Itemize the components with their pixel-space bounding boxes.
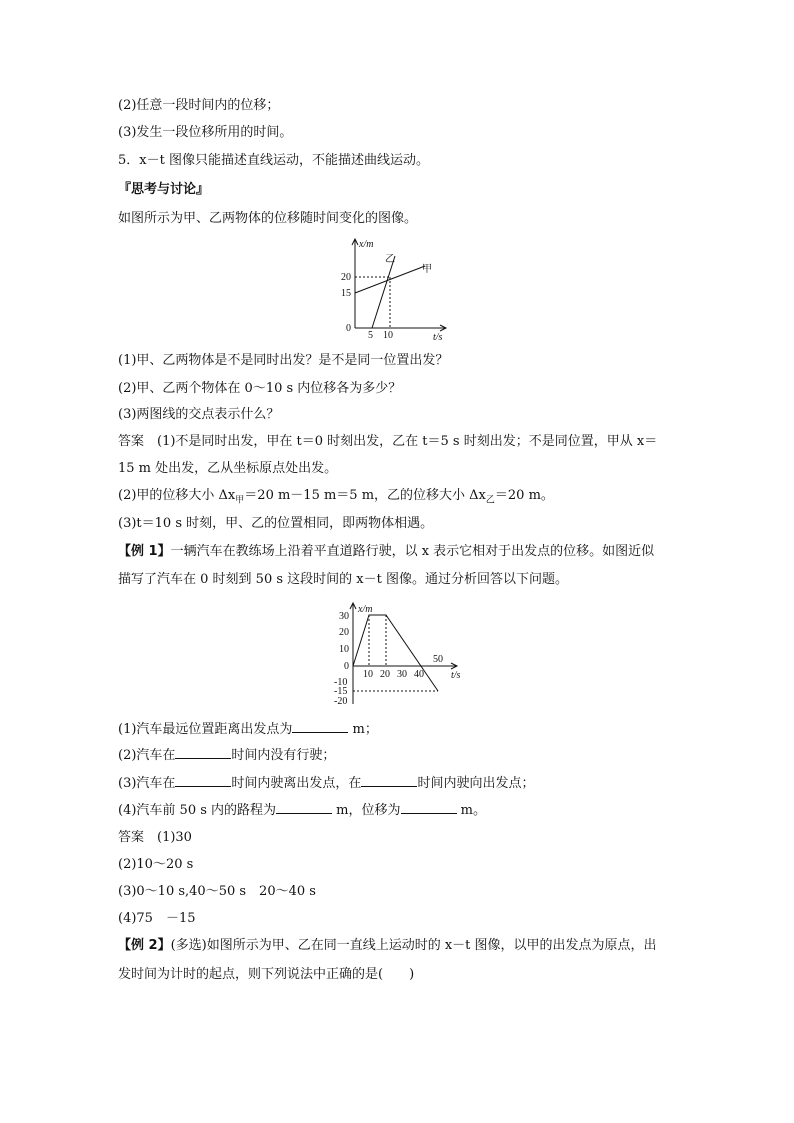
graph1-label-yi: 乙 — [385, 254, 395, 265]
think-intro: 如图所示为甲、乙两物体的位移随时间变化的图像。 — [118, 211, 418, 226]
graph2-ytick-0: 0 — [344, 661, 349, 672]
ex1-q4-blank-1[interactable] — [276, 801, 332, 814]
think-a2-sub2: 乙 — [485, 495, 495, 506]
graph1-label-jia: 甲 — [422, 264, 432, 275]
ex1-q1-post: m； — [348, 722, 378, 737]
ex2-text-1: (多选)如图所示为甲、乙在同一直线上运动时的 x－t 图像，以甲的出发点为原点，出 — [170, 938, 657, 953]
graph2-ytick-m10: -10 — [334, 677, 348, 688]
ex1-answer-3: (3)0～10 s,40～50 s 20～40 s — [118, 884, 316, 899]
ex1-answer-1: 答案 (1)30 — [118, 830, 192, 845]
think-a2-pre: (2)甲的位移大小 Δx — [118, 488, 236, 503]
graph2-xtick-10: 10 — [363, 669, 373, 680]
graph2-xlabel: t/s — [451, 670, 461, 681]
graph2-xtick-30: 30 — [397, 669, 407, 680]
think-q1: (1)甲、乙两物体是不是同时出发？是不是同一位置出发？ — [118, 353, 449, 368]
graph-1 — [335, 236, 465, 344]
graph2-ytick-m15: -15 — [334, 686, 348, 697]
think-a3: (3)t＝10 s 时刻，甲、乙的位置相同，即两物体相遇。 — [118, 516, 434, 531]
graph-2 — [323, 600, 473, 710]
ex1-q4-post: m。 — [456, 803, 486, 818]
graph1-line-yi — [372, 256, 395, 328]
graph1-xtick-10: 10 — [383, 330, 393, 341]
think-q2: (2)甲、乙两个物体在 0～10 s 内位移各为多少？ — [118, 381, 402, 396]
ex2-line-1 — [118, 937, 657, 955]
graph2-xtick-40: 40 — [414, 669, 424, 680]
text-line-2: (3)发生一段位移所用的时间。 — [118, 125, 293, 140]
think-heading: 『思考与讨论』 — [118, 182, 210, 197]
think-a2 — [118, 487, 554, 510]
ex1-answer-4: (4)75 －15 — [118, 911, 196, 926]
ex1-text-1: 一辆汽车在教练场上沿着平直道路行驶，以 x 表示它相对于出发点的位移。如图近似 — [170, 544, 655, 559]
graph2-ytick-30: 30 — [339, 611, 349, 622]
ex1-answer-2: (2)10～20 s — [118, 857, 194, 872]
ex1-q3-pre: (3)汽车在 — [118, 776, 176, 791]
ex1-q1 — [118, 720, 378, 739]
ex1-q2-pre: (2)汽车在 — [118, 748, 176, 763]
ex1-q4-pre: (4)汽车前 50 s 内的路程为 — [118, 803, 277, 818]
ex1-q3 — [118, 774, 534, 793]
ex1-q1-blank[interactable] — [292, 720, 348, 733]
think-a1: 答案 (1)不是同时出发，甲在 t＝0 时刻出发，乙在 t＝5 s 时刻出发；不是同位置，甲从 x＝ — [118, 434, 658, 449]
ex2-line-2: 发时间为计时的起点，则下列说法中正确的是( ) — [118, 967, 415, 982]
ex1-line-1 — [118, 543, 654, 561]
graph1-axes — [352, 239, 446, 331]
ex1-q4-mid: m，位移为 — [332, 803, 401, 818]
text-line-1: (2)任意一段时间内的位移； — [118, 98, 280, 113]
ex1-q2 — [118, 746, 335, 765]
graph1-ytick-0: 0 — [346, 323, 351, 334]
think-q3: (3)两图线的交点表示什么？ — [118, 407, 280, 422]
think-a2-post: ＝20 m。 — [494, 488, 554, 503]
graph2-ytick-20: 20 — [339, 627, 349, 638]
ex1-tag: 【例 1】 — [118, 544, 171, 559]
graph2-ylabel: x/m — [358, 604, 373, 615]
graph2-ytick-m20: -20 — [334, 696, 348, 707]
ex2-tag: 【例 2】 — [118, 938, 171, 953]
ex1-q4 — [118, 801, 486, 820]
ex1-q2-blank[interactable] — [175, 746, 231, 759]
ex1-q3-blank-2[interactable] — [361, 774, 417, 787]
ex1-q3-blank-1[interactable] — [175, 774, 231, 787]
ex1-line-2: 描写了汽车在 0 时刻到 50 s 这段时间的 x－t 图像。通过分析回答以下问题。 — [118, 572, 568, 587]
graph2-ytick-10: 10 — [339, 644, 349, 655]
ex1-q2-post: 时间内没有行驶； — [231, 748, 336, 763]
graph1-xtick-5: 5 — [368, 330, 373, 341]
text-line-3: 5．x－t 图像只能描述直线运动，不能描述曲线运动。 — [118, 153, 429, 168]
graph1-ytick-15: 15 — [341, 288, 351, 299]
ex1-q3-post: 时间内驶向出发点； — [417, 776, 535, 791]
graph1-ylabel: x/m — [359, 239, 374, 250]
graph1-xlabel: t/s — [433, 332, 443, 343]
ex1-q3-mid: 时间内驶离出发点，在 — [231, 776, 362, 791]
ex1-q4-blank-2[interactable] — [401, 801, 457, 814]
graph1-ytick-20: 20 — [341, 272, 351, 283]
ex1-q1-pre: (1)汽车最远位置距离出发点为 — [118, 722, 293, 737]
graph2-xtick-20: 20 — [380, 669, 390, 680]
think-a2-mid: ＝20 m－15 m＝5 m，乙的位移大小 Δx — [244, 488, 486, 503]
graph2-xtick-50: 50 — [433, 654, 443, 665]
think-a2-sub1: 甲 — [235, 495, 245, 506]
think-a1b: 15 m 处出发，乙从坐标原点处出发。 — [118, 461, 338, 476]
